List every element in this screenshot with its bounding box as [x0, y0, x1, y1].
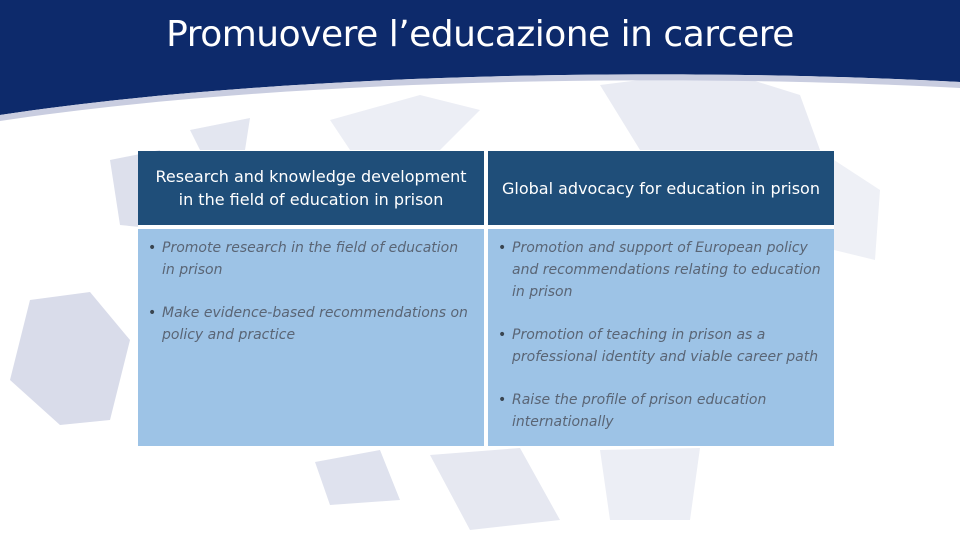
table-header-advocacy: Global advocacy for education in prison — [488, 151, 834, 225]
content-table — [138, 151, 834, 446]
background-shape — [315, 450, 400, 505]
list-item — [146, 302, 474, 346]
bullet-icon: • — [498, 240, 507, 256]
bullet-list — [496, 237, 824, 433]
bullet-icon: • — [148, 240, 157, 256]
list-item — [146, 237, 474, 281]
list-item-text: Raise the profile of prison education internationally — [512, 392, 767, 430]
table-cell-research — [138, 229, 484, 446]
background-shape — [600, 448, 700, 520]
list-item-text: Promotion of teaching in prison as a professional identity and viable career path — [512, 327, 819, 365]
bullet-icon: • — [498, 392, 507, 408]
list-item — [496, 237, 824, 303]
list-item-text: Promote research in the field of education in prison — [162, 240, 459, 278]
bullet-icon: • — [498, 327, 507, 343]
table-cell-advocacy — [488, 229, 834, 446]
list-item-text: Make evidence-based recommendations on policy and practice — [162, 305, 468, 343]
background-shape — [834, 160, 880, 260]
list-item — [496, 389, 824, 433]
background-shape — [430, 448, 560, 530]
table-header-research: Research and knowledge development in the field of education in prison — [138, 151, 484, 225]
list-item-text: Promotion and support of European policy and recommendations relating to education in prison — [512, 240, 821, 300]
list-item — [496, 324, 824, 368]
background-shape — [10, 292, 130, 425]
bullet-icon: • — [148, 305, 157, 321]
slide-title: Promuovere l’educazione in carcere — [166, 14, 794, 55]
bullet-list — [146, 237, 474, 346]
